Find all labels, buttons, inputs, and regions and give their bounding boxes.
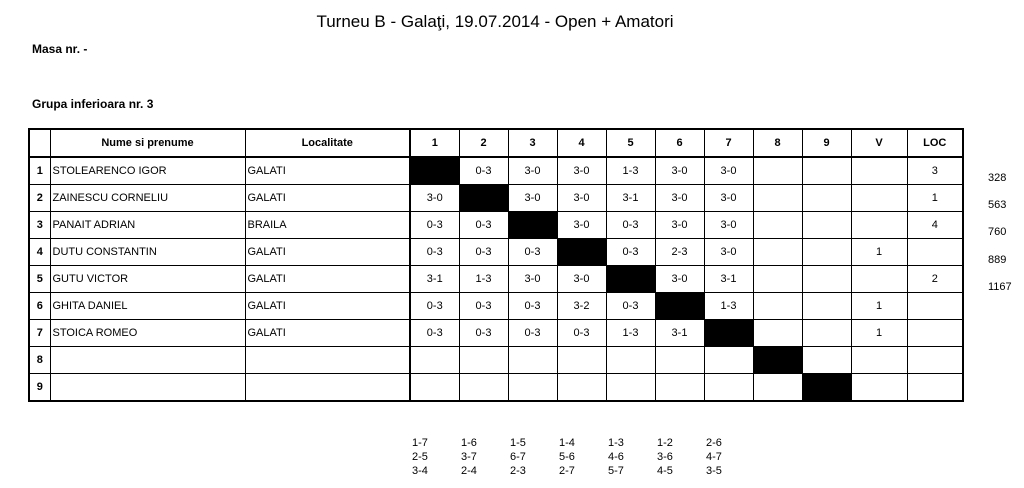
match-result: 3-0 (704, 185, 753, 212)
player-city: GALATI (245, 293, 410, 320)
match-result (753, 239, 802, 266)
self-match-cell (508, 212, 557, 239)
schedule-match: 1-5 (510, 437, 526, 449)
header-col-9: 9 (802, 129, 851, 157)
wins-cell: 1 (851, 239, 907, 266)
header-index-cell (29, 129, 50, 157)
player-city: GALATI (245, 157, 410, 185)
match-result: 0-3 (459, 157, 508, 185)
header-city: Localitate (245, 129, 410, 157)
wins-cell (851, 212, 907, 239)
match-result (753, 185, 802, 212)
match-result: 0-3 (508, 293, 557, 320)
match-result: 3-1 (704, 266, 753, 293)
side-number: 889 (988, 253, 1007, 266)
results-table (28, 128, 964, 402)
table-row (29, 212, 963, 239)
match-result (802, 212, 851, 239)
match-result: 0-3 (606, 212, 655, 239)
player-name: PANAIT ADRIAN (50, 212, 245, 239)
match-result (802, 320, 851, 347)
schedule-column (412, 436, 428, 478)
match-result: 1-3 (606, 320, 655, 347)
match-result: 0-3 (557, 320, 606, 347)
match-result (410, 374, 459, 402)
table-row (29, 239, 963, 266)
match-result (459, 347, 508, 374)
match-result: 3-0 (557, 157, 606, 185)
row-number: 4 (29, 239, 50, 266)
schedule-match: 1-7 (412, 437, 428, 449)
match-result: 3-0 (508, 266, 557, 293)
table-row (29, 157, 963, 185)
wins-cell (851, 185, 907, 212)
match-result: 3-0 (655, 157, 704, 185)
match-result: 3-0 (557, 212, 606, 239)
match-result (410, 347, 459, 374)
header-col-4: 4 (557, 129, 606, 157)
player-name: GHITA DANIEL (50, 293, 245, 320)
wins-cell: 1 (851, 293, 907, 320)
match-result: 0-3 (410, 212, 459, 239)
header-col-8: 8 (753, 129, 802, 157)
place-cell: 1 (907, 185, 963, 212)
match-result: 0-3 (508, 239, 557, 266)
schedule-match: 2-7 (559, 465, 575, 477)
schedule-match: 6-7 (510, 451, 526, 463)
match-result (459, 374, 508, 402)
self-match-cell (802, 374, 851, 402)
schedule-column (706, 436, 722, 478)
schedule-match: 2-3 (510, 465, 526, 477)
match-result (753, 320, 802, 347)
match-result: 3-0 (704, 239, 753, 266)
match-result: 0-3 (459, 239, 508, 266)
header-col-3: 3 (508, 129, 557, 157)
schedule-match: 4-6 (608, 451, 624, 463)
wins-cell (851, 266, 907, 293)
table-row (29, 266, 963, 293)
match-result (704, 347, 753, 374)
self-match-cell (753, 347, 802, 374)
player-city: GALATI (245, 320, 410, 347)
schedule-match: 1-4 (559, 437, 575, 449)
table-row (29, 374, 963, 402)
row-number: 5 (29, 266, 50, 293)
place-cell (907, 320, 963, 347)
match-result (753, 266, 802, 293)
table-number-label: Masa nr. - (32, 42, 88, 56)
schedule-match: 1-6 (461, 437, 477, 449)
self-match-cell (606, 266, 655, 293)
match-result (557, 347, 606, 374)
match-result (655, 347, 704, 374)
match-result (802, 157, 851, 185)
schedule-match: 2-5 (412, 451, 428, 463)
row-number: 1 (29, 157, 50, 185)
schedule-match: 3-5 (706, 465, 722, 477)
header-col-7: 7 (704, 129, 753, 157)
table-row (29, 320, 963, 347)
match-result (753, 212, 802, 239)
schedule-match: 4-5 (657, 465, 673, 477)
match-result: 3-0 (557, 185, 606, 212)
match-result (802, 185, 851, 212)
match-result: 3-0 (704, 157, 753, 185)
player-name: DUTU CONSTANTIN (50, 239, 245, 266)
table-row (29, 293, 963, 320)
side-scores (988, 171, 1012, 307)
player-name (50, 347, 245, 374)
schedule-match: 3-6 (657, 451, 673, 463)
match-result: 0-3 (459, 293, 508, 320)
match-result (753, 157, 802, 185)
side-number: 760 (988, 226, 1007, 239)
match-result: 3-0 (508, 185, 557, 212)
match-result: 3-0 (508, 157, 557, 185)
match-result: 1-3 (704, 293, 753, 320)
table-row (29, 185, 963, 212)
match-result: 1-3 (459, 266, 508, 293)
player-city: GALATI (245, 266, 410, 293)
schedule-column (461, 436, 477, 478)
row-number: 7 (29, 320, 50, 347)
place-cell (907, 347, 963, 374)
match-result: 3-0 (410, 185, 459, 212)
row-number: 9 (29, 374, 50, 402)
player-name: STOLEARENCO IGOR (50, 157, 245, 185)
place-cell: 3 (907, 157, 963, 185)
match-result (802, 293, 851, 320)
header-wins: V (851, 129, 907, 157)
match-result: 0-3 (410, 293, 459, 320)
match-result: 0-3 (606, 239, 655, 266)
row-number: 6 (29, 293, 50, 320)
match-result: 0-3 (606, 293, 655, 320)
self-match-cell (410, 157, 459, 185)
match-result: 3-0 (704, 212, 753, 239)
row-number: 2 (29, 185, 50, 212)
match-result: 0-3 (508, 320, 557, 347)
match-result: 2-3 (655, 239, 704, 266)
side-number: 1167 (988, 280, 1012, 293)
group-label: Grupa inferioara nr. 3 (32, 97, 154, 111)
player-city (245, 374, 410, 402)
wins-cell (851, 157, 907, 185)
schedule-match: 4-7 (706, 451, 722, 463)
place-cell (907, 239, 963, 266)
wins-cell (851, 374, 907, 402)
header-col-5: 5 (606, 129, 655, 157)
header-col-1: 1 (410, 129, 459, 157)
self-match-cell (655, 293, 704, 320)
schedule-column (559, 436, 575, 478)
player-name: GUTU VICTOR (50, 266, 245, 293)
schedule-match: 1-3 (608, 437, 624, 449)
match-result: 3-1 (606, 185, 655, 212)
match-result: 3-0 (655, 212, 704, 239)
match-result: 0-3 (459, 212, 508, 239)
match-result: 0-3 (410, 320, 459, 347)
side-number: 563 (988, 199, 1007, 212)
match-result: 3-1 (410, 266, 459, 293)
match-result (508, 374, 557, 402)
player-city (245, 347, 410, 374)
match-result: 3-1 (655, 320, 704, 347)
header-col-6: 6 (655, 129, 704, 157)
player-city: GALATI (245, 185, 410, 212)
table-row (29, 347, 963, 374)
self-match-cell (459, 185, 508, 212)
player-name: ZAINESCU CORNELIU (50, 185, 245, 212)
match-result (508, 347, 557, 374)
match-result: 3-2 (557, 293, 606, 320)
schedule-column (657, 436, 673, 478)
header-place: LOC (907, 129, 963, 157)
match-result: 3-0 (557, 266, 606, 293)
schedule-match: 2-4 (461, 465, 477, 477)
match-result (606, 347, 655, 374)
match-result (606, 374, 655, 402)
place-cell: 2 (907, 266, 963, 293)
schedule-match: 2-6 (706, 437, 722, 449)
row-number: 8 (29, 347, 50, 374)
match-result (802, 266, 851, 293)
match-result (557, 374, 606, 402)
header-col-2: 2 (459, 129, 508, 157)
match-result (655, 374, 704, 402)
match-result: 0-3 (459, 320, 508, 347)
match-result: 0-3 (410, 239, 459, 266)
row-number: 3 (29, 212, 50, 239)
place-cell: 4 (907, 212, 963, 239)
player-city: BRAILA (245, 212, 410, 239)
page-title: Turneu B - Galaţi, 19.07.2014 - Open + Amatori (316, 12, 674, 31)
match-result: 3-0 (655, 266, 704, 293)
self-match-cell (704, 320, 753, 347)
schedule-match: 3-4 (412, 465, 428, 477)
side-number: 328 (988, 172, 1007, 184)
schedule-match: 1-2 (657, 437, 673, 449)
wins-cell: 1 (851, 320, 907, 347)
wins-cell (851, 347, 907, 374)
schedule-column (510, 436, 526, 478)
match-result (753, 374, 802, 402)
match-result (704, 374, 753, 402)
self-match-cell (557, 239, 606, 266)
player-name: STOICA ROMEO (50, 320, 245, 347)
schedule-match: 3-7 (461, 451, 477, 463)
match-result: 3-0 (655, 185, 704, 212)
player-name (50, 374, 245, 402)
player-city: GALATI (245, 239, 410, 266)
match-result: 1-3 (606, 157, 655, 185)
schedule-column (608, 436, 624, 478)
match-result (802, 347, 851, 374)
match-result (753, 293, 802, 320)
place-cell (907, 374, 963, 402)
place-cell (907, 293, 963, 320)
table-header-row (29, 129, 963, 157)
match-result (802, 239, 851, 266)
header-name: Nume si prenume (50, 129, 245, 157)
schedule-match: 5-7 (608, 465, 624, 477)
schedule-match: 5-6 (559, 451, 575, 463)
